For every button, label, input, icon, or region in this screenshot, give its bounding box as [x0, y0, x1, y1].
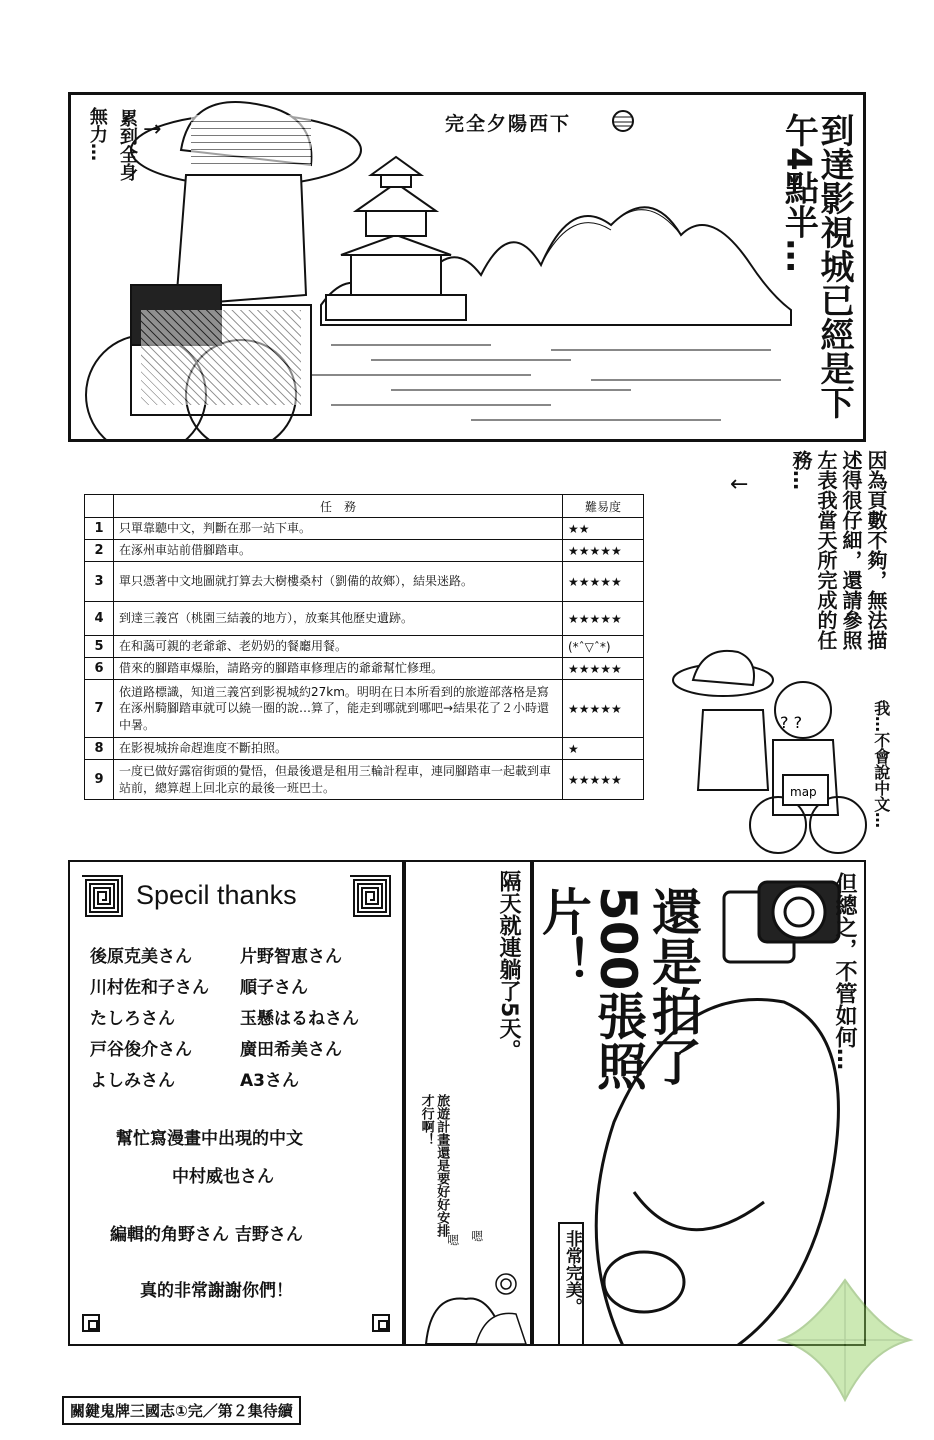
row-difficulty: ★★★★★ — [563, 602, 644, 636]
top-panel — [68, 92, 866, 442]
caption-weak: 無力… — [86, 107, 108, 161]
table-row — [85, 738, 644, 760]
leaf-watermark — [770, 1270, 920, 1410]
editors: 編輯的角野さん 吉野さん — [110, 1225, 303, 1245]
shout-text: 還是拍了500張照片！ — [534, 886, 702, 1091]
left-arrow-icon: ← — [730, 472, 749, 497]
table-row — [85, 636, 644, 658]
row-num: 8 — [85, 738, 114, 760]
row-difficulty: ★★★★★ — [563, 540, 644, 562]
thanks-name-right: 順子さん — [240, 978, 308, 998]
row-task: 在和藹可親的老爺爺、老奶奶的餐廳用餐。 — [114, 636, 563, 658]
row-num: 7 — [85, 680, 114, 738]
hat-shading — [191, 115, 311, 170]
caption-sunset: 完全夕陽西下 — [445, 113, 572, 135]
row-task: 在影視城拚命趕進度不斷拍照。 — [114, 738, 563, 760]
table-row — [85, 760, 644, 800]
thanks-name-left: よしみさん — [90, 1071, 175, 1091]
row-task: 只單靠聽中文，判斷在那一站下車。 — [114, 518, 563, 540]
perfect-text: 非常完美。 — [558, 1222, 584, 1346]
row-task: 借來的腳踏車爆胎，請路旁的腳踏車修理店的爺爺幫忙修理。 — [114, 658, 563, 680]
row-num: 6 — [85, 658, 114, 680]
row-difficulty: ★★★★★ — [563, 680, 644, 738]
caption-arrive: 到達影視城已經是下午4點半… — [778, 113, 854, 419]
task-table-header — [85, 495, 644, 518]
table-row — [85, 680, 644, 738]
two-characters-illustration — [668, 640, 868, 860]
thanks-panel — [68, 860, 404, 1346]
advice-text: 旅遊計畫還是要好好安排才行啊！ — [418, 1094, 450, 1237]
thanks-name-left: 川村佐和子さん — [90, 978, 209, 998]
row-num: 5 — [85, 636, 114, 658]
question-marks: ? ? — [780, 713, 803, 732]
row-difficulty: ★★ — [563, 518, 644, 540]
thanks-name-right: 玉懸はるねさん — [240, 1009, 359, 1029]
header-num — [85, 495, 114, 518]
row-num: 9 — [85, 760, 114, 800]
chinese-help-label: 幫忙寫漫畫中出現的中文 — [116, 1129, 303, 1149]
row-task: 一度已做好露宿街頭的覺悟，但最後還是租用三輪計程車，連同腳踏車一起載到車站前，總算趕上回北京的最後一班巴士。 — [114, 760, 563, 800]
thanks-name-left: たしろさん — [90, 1009, 175, 1029]
row-task: 單只憑著中文地圖就打算去大樹樓桑村（劉備的故鄉），結果迷路。 — [114, 562, 563, 602]
middle-panel — [404, 860, 532, 1346]
footer-box — [62, 1396, 301, 1425]
side-note: 因為頁數不夠，無法描述得很仔細，還請參照左表我當天所完成的任務… — [789, 450, 888, 650]
sleeping-character — [406, 1264, 532, 1344]
row-difficulty: ★★★★★ — [563, 760, 644, 800]
next-day-text: 隔天就連躺了5天。 — [496, 870, 521, 1062]
body-shading — [141, 310, 301, 405]
thanks-title: Specil thanks — [136, 880, 297, 910]
row-num: 3 — [85, 562, 114, 602]
corner-ornament — [82, 1314, 100, 1332]
task-table — [84, 494, 644, 800]
footer-text: 關鍵鬼牌三國志①完／第２集待續 — [70, 1402, 293, 1420]
thanks-name-right: 廣田希美さん — [240, 1040, 342, 1060]
row-task: 到達三義宮（桃園三結義的地方），放棄其他歷史遺跡。 — [114, 602, 563, 636]
thanks-name-right: 片野智恵さん — [240, 947, 342, 967]
arrow-icon: → — [143, 117, 162, 142]
sound-right: 嗯 — [469, 1230, 484, 1242]
row-num: 1 — [85, 518, 114, 540]
corner-ornament — [372, 1314, 390, 1332]
spiral-icon — [80, 874, 124, 918]
table-row — [85, 540, 644, 562]
pagoda — [326, 157, 466, 320]
row-difficulty: ★ — [563, 738, 644, 760]
header-difficulty: 難易度 — [563, 495, 644, 518]
map-label: map — [790, 785, 817, 799]
row-num: 4 — [85, 602, 114, 636]
row-difficulty: ★★★★★ — [563, 658, 644, 680]
spiral-icon — [348, 874, 392, 918]
row-task: 依道路標識，知道三義宮到影視城約27km。明明在日本所看到的旅遊部落格是寫在涿州騎腳踏車就可以繞一圈的說…算了，能走到哪就到哪吧→結果花了２小時還中暑。 — [114, 680, 563, 738]
row-num: 2 — [85, 540, 114, 562]
table-row — [85, 658, 644, 680]
sun — [613, 111, 633, 131]
thanks-name-left: 戸谷俊介さん — [90, 1040, 192, 1060]
row-difficulty: (*ˆ▽ˆ*) — [563, 636, 644, 658]
sound-left: 嗯 — [445, 1234, 460, 1246]
table-row — [85, 562, 644, 602]
narration-text: 但總之，不管如何… — [832, 872, 857, 1070]
caption-tired: 累到全身 — [116, 109, 138, 181]
thanks-name-left: 後原克美さん — [90, 947, 192, 967]
thanks-name-right: A3さん — [240, 1071, 299, 1091]
speech-cant-speak: 我…不會說中文… — [871, 700, 891, 828]
header-task: 任 務 — [114, 495, 563, 518]
row-difficulty: ★★★★★ — [563, 562, 644, 602]
chinese-help-name: 中村威也さん — [172, 1167, 274, 1187]
row-task: 在涿州車站前借腳踏車。 — [114, 540, 563, 562]
table-row — [85, 518, 644, 540]
closing: 真的非常謝謝你們！ — [140, 1281, 293, 1301]
table-row — [85, 602, 644, 636]
